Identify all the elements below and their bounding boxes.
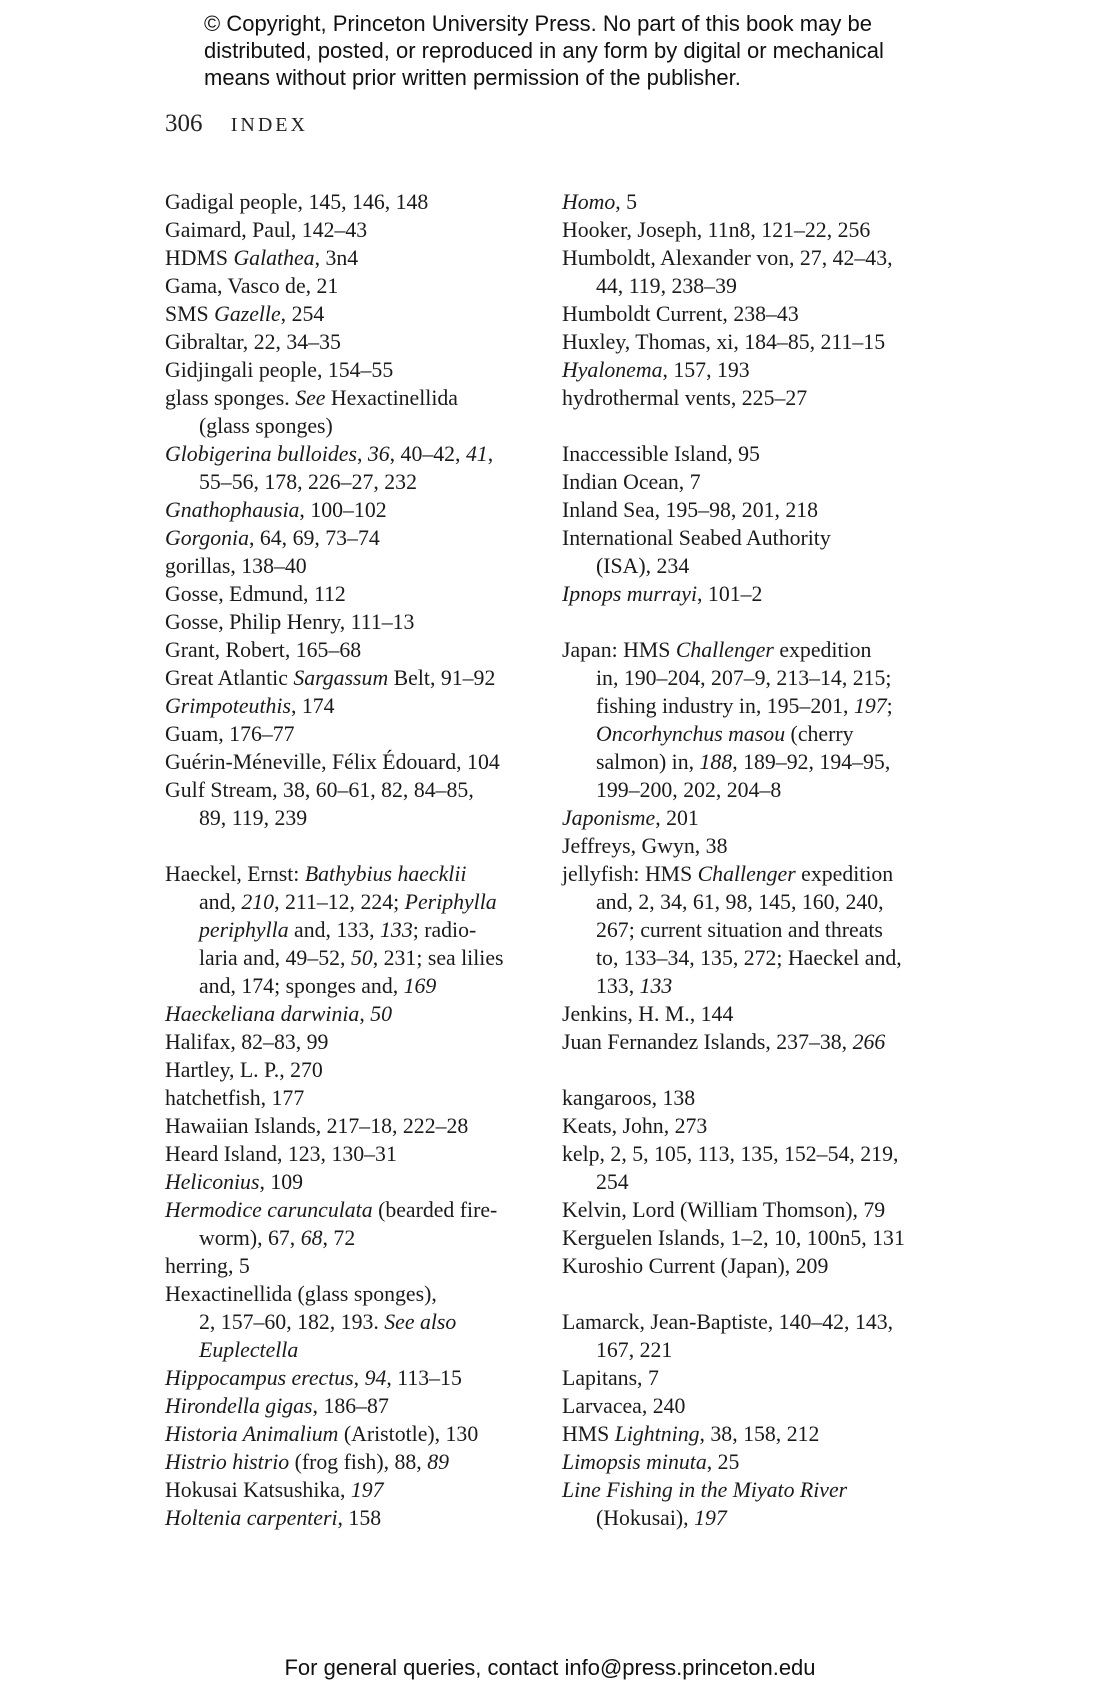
italic-text: 188 — [699, 750, 733, 774]
entry-text: Guérin-Méneville, Félix Édouard, 104 — [165, 750, 500, 774]
entry-text: Inland Sea, 195–98, 201, 218 — [562, 498, 819, 522]
entry-text: Hawaiian Islands, 217–18, 222–28 — [165, 1114, 469, 1138]
italic-text: Hyalonema — [562, 358, 663, 382]
italic-text: 169 — [403, 974, 437, 998]
index-entry — [165, 1000, 585, 1028]
index-entry-continuation — [562, 272, 962, 300]
index-entry — [165, 1420, 585, 1448]
index-entry — [562, 356, 962, 384]
index-entry-continuation — [165, 972, 585, 1000]
entry-text: , 40–42, — [389, 442, 466, 466]
entry-text: hatchetfish, 177 — [165, 1086, 305, 1110]
entry-text: Heard Island, 123, 130–31 — [165, 1142, 397, 1166]
entry-text: , — [359, 1002, 371, 1026]
entry-text: , — [487, 442, 494, 466]
italic-text: Bathybius haecklii — [304, 862, 467, 886]
italic-text: Sargassum — [293, 666, 389, 690]
entry-text: Halifax, 82–83, 99 — [165, 1030, 329, 1054]
entry-text: 167, 221 — [596, 1338, 673, 1362]
index-entry-continuation — [562, 748, 962, 776]
italic-text: periphylla — [199, 918, 289, 942]
index-entry-continuation — [562, 1336, 962, 1364]
index-entry-continuation — [562, 552, 962, 580]
index-entry — [165, 608, 585, 636]
index-gap — [562, 412, 962, 440]
italic-text: See also — [384, 1310, 457, 1334]
italic-text: Line Fishing in the Miyato River — [562, 1478, 848, 1502]
entry-text: , 211–12, 224; — [274, 890, 405, 914]
entry-text: 55–56, 178, 226–27, 232 — [199, 470, 417, 494]
index-entry — [165, 860, 585, 888]
index-entry — [165, 552, 585, 580]
index-entry — [562, 524, 962, 552]
entry-text: , 109 — [259, 1170, 304, 1194]
entry-text: Jenkins, H. M., 144 — [562, 1002, 734, 1026]
entry-text: , 64, 69, 73–74 — [248, 526, 380, 550]
entry-text: 2, 157–60, 182, 193. — [199, 1310, 385, 1334]
index-entry — [562, 804, 962, 832]
index-entry-continuation — [562, 1504, 962, 1532]
entry-text: Hexactinellida — [325, 386, 458, 410]
index-entry — [165, 692, 585, 720]
index-entry — [562, 300, 962, 328]
index-entry-continuation — [165, 804, 585, 832]
entry-text: Gibraltar, 22, 34–35 — [165, 330, 341, 354]
italic-text: 41 — [465, 442, 488, 466]
italic-text: Historia Animalium — [165, 1422, 339, 1446]
italic-text: Challenger — [675, 638, 774, 662]
index-entry — [562, 1308, 962, 1336]
entry-text: ; radio- — [412, 918, 477, 942]
index-gap — [562, 1056, 962, 1084]
entry-text: expedition — [795, 862, 894, 886]
entry-text: Indian Ocean, 7 — [562, 470, 701, 494]
entry-text: Humboldt, Alexander von, 27, 42–43, — [562, 246, 893, 270]
italic-text: Ipnops murrayi — [562, 582, 698, 606]
copyright-notice — [204, 10, 964, 91]
page-number: 306 — [165, 110, 203, 137]
index-entry — [165, 1168, 585, 1196]
entry-text: Larvacea, 240 — [562, 1394, 686, 1418]
italic-text: Limopsis minuta — [562, 1450, 707, 1474]
index-entry — [165, 1252, 585, 1280]
entry-text: (glass sponges) — [199, 414, 333, 438]
italic-text: Haeckeliana darwinia — [165, 1002, 360, 1026]
index-entry — [165, 440, 585, 468]
italic-text: Globigerina bulloides — [165, 442, 357, 466]
italic-text: 50 — [350, 946, 373, 970]
italic-text: Galathea — [233, 246, 315, 270]
index-entry-continuation — [562, 944, 962, 972]
entry-text: 89, 119, 239 — [199, 806, 308, 830]
italic-text: Euplectella — [199, 1338, 299, 1362]
entry-text: (Hokusai), — [596, 1506, 695, 1530]
italic-text: 68 — [300, 1226, 323, 1250]
index-entry — [562, 384, 962, 412]
index-entry — [165, 496, 585, 524]
index-entry — [562, 468, 962, 496]
entry-text: Jeffreys, Gwyn, 38 — [562, 834, 728, 858]
entry-text: salmon) in, — [596, 750, 700, 774]
index-column-right — [562, 188, 962, 1532]
index-column-left — [165, 188, 585, 1532]
index-entry — [562, 1476, 962, 1504]
index-entry — [562, 832, 962, 860]
entry-text: (ISA), 234 — [596, 554, 690, 578]
entry-text: , 72 — [322, 1226, 356, 1250]
index-entry — [562, 1140, 962, 1168]
entry-text: HDMS — [165, 246, 234, 270]
italic-text: Grimpoteuthis — [165, 694, 291, 718]
entry-text: , 157, 193 — [662, 358, 750, 382]
index-entry-continuation — [165, 412, 585, 440]
entry-text: Humboldt Current, 238–43 — [562, 302, 799, 326]
entry-text: and, 133, — [288, 918, 381, 942]
italic-text: 197 — [853, 694, 887, 718]
index-entry — [165, 300, 585, 328]
entry-text: , 201 — [655, 806, 699, 830]
index-entry — [165, 356, 585, 384]
index-entry — [165, 720, 585, 748]
index-entry-continuation — [165, 888, 585, 916]
entry-text: in, 190–204, 207–9, 213–14, 215; — [596, 666, 892, 690]
entry-text: Lapitans, 7 — [562, 1366, 659, 1390]
entry-text: Inaccessible Island, 95 — [562, 442, 760, 466]
index-entry-continuation — [562, 776, 962, 804]
index-entry — [165, 776, 585, 804]
index-entry — [562, 1000, 962, 1028]
index-entry — [165, 1448, 585, 1476]
entry-text: laria and, 49–52, — [199, 946, 351, 970]
entry-text: Japan: HMS — [562, 638, 676, 662]
index-entry — [562, 636, 962, 664]
entry-text: Gosse, Philip Henry, 111–13 — [165, 610, 415, 634]
entry-text: , 174 — [290, 694, 335, 718]
italic-text: 266 — [852, 1030, 886, 1054]
index-entry-continuation — [562, 692, 962, 720]
entry-text: , 186–87 — [312, 1394, 389, 1418]
entry-text: Kuroshio Current (Japan), 209 — [562, 1254, 829, 1278]
italic-text: Hirondella gigas — [165, 1394, 313, 1418]
index-entry — [562, 328, 962, 356]
index-entry-continuation — [165, 468, 585, 496]
entry-text: and, 174; sponges and, — [199, 974, 404, 998]
entry-text: Belt, 91–92 — [388, 666, 496, 690]
entry-text: (bearded fire- — [372, 1198, 498, 1222]
italic-text: 210 — [241, 890, 275, 914]
entry-text: ; — [886, 694, 893, 718]
entry-text: hydrothermal vents, 225–27 — [562, 386, 808, 410]
index-entry — [165, 1084, 585, 1112]
entry-text: 133, — [596, 974, 640, 998]
entry-text: Huxley, Thomas, xi, 184–85, 211–15 — [562, 330, 886, 354]
entry-text: worm), 67, — [199, 1226, 301, 1250]
italic-text: 89 — [427, 1450, 449, 1474]
copyright-line: means without prior written permission of the publisher. — [204, 65, 741, 90]
entry-text: Gosse, Edmund, 112 — [165, 582, 346, 606]
index-entry-continuation — [165, 944, 585, 972]
italic-text: 94 — [364, 1366, 387, 1390]
index-entry — [165, 1364, 585, 1392]
footer-contact: For general queries, contact info@press.princeton.edu — [284, 1655, 816, 1680]
index-entry — [562, 1364, 962, 1392]
index-entry — [165, 244, 585, 272]
entry-text: Haeckel, Ernst: — [165, 862, 305, 886]
entry-text: , 254 — [280, 302, 325, 326]
entry-text: Hooker, Joseph, 11n8, 121–22, 256 — [562, 218, 871, 242]
italic-text: Oncorhynchus masou — [596, 722, 786, 746]
entry-text: , 189–92, 194–95, — [732, 750, 891, 774]
index-entry — [165, 1028, 585, 1056]
index-entry — [562, 1420, 962, 1448]
italic-text: 50 — [370, 1002, 393, 1026]
entry-text: Kelvin, Lord (William Thomson), 79 — [562, 1198, 886, 1222]
italic-text: 197 — [694, 1506, 727, 1530]
index-gap — [562, 1280, 962, 1308]
entry-text: gorillas, 138–40 — [165, 554, 307, 578]
italic-text: 36 — [367, 442, 390, 466]
entry-text: 254 — [596, 1170, 629, 1194]
copyright-line: © Copyright, Princeton University Press. No part of this book may be — [204, 11, 872, 36]
running-head — [165, 110, 308, 138]
index-gap — [165, 832, 585, 860]
entry-text: herring, 5 — [165, 1254, 250, 1278]
entry-text: Hexactinellida (glass sponges), — [165, 1282, 437, 1306]
index-entry — [165, 1476, 585, 1504]
entry-text: Gidjingali people, 154–55 — [165, 358, 394, 382]
italic-text: Homo — [562, 190, 616, 214]
index-entry — [562, 1196, 962, 1224]
entry-text: to, 133–34, 135, 272; Haeckel and, — [596, 946, 902, 970]
index-entry — [562, 216, 962, 244]
index-entry — [165, 748, 585, 776]
entry-text: expedition — [773, 638, 872, 662]
entry-text: Keats, John, 273 — [562, 1114, 708, 1138]
entry-text: , 113–15 — [386, 1366, 462, 1390]
entry-text: Gadigal people, 145, 146, 148 — [165, 190, 429, 214]
entry-text: SMS — [165, 302, 215, 326]
italic-text: Challenger — [697, 862, 796, 886]
italic-text: Gnathophausia — [165, 498, 300, 522]
entry-text: , 3n4 — [314, 246, 359, 270]
index-entry — [165, 636, 585, 664]
index-entry-continuation — [562, 1168, 962, 1196]
index-gap — [562, 608, 962, 636]
entry-text: , — [353, 1366, 365, 1390]
index-entry — [165, 1280, 585, 1308]
index-entry — [165, 1196, 585, 1224]
index-entry — [165, 664, 585, 692]
italic-text: Histrio histrio — [165, 1450, 290, 1474]
index-entry — [562, 1028, 962, 1056]
entry-text: kangaroos, 138 — [562, 1086, 696, 1110]
italic-text: Lightning — [614, 1422, 700, 1446]
entry-text: Lamarck, Jean-Baptiste, 140–42, 143, — [562, 1310, 894, 1334]
italic-text: Heliconius — [165, 1170, 260, 1194]
italic-text: 133 — [639, 974, 673, 998]
italic-text: Japonisme — [562, 806, 656, 830]
index-entry-continuation — [165, 1336, 585, 1364]
entry-text: (frog fish), 88, — [289, 1450, 428, 1474]
index-entry-continuation — [562, 720, 962, 748]
entry-text: glass sponges. — [165, 386, 296, 410]
italic-text: See — [295, 386, 326, 410]
entry-text: jellyfish: HMS — [562, 862, 698, 886]
index-entry — [562, 1252, 962, 1280]
entry-text: Juan Fernandez Islands, 237–38, — [562, 1030, 853, 1054]
entry-text: (Aristotle), 130 — [338, 1422, 479, 1446]
entry-text: Guam, 176–77 — [165, 722, 295, 746]
entry-text: Gaimard, Paul, 142–43 — [165, 218, 368, 242]
copyright-line: distributed, posted, or reproduced in any form by digital or mechanical — [204, 38, 884, 63]
italic-text: Hippocampus erectus — [165, 1366, 354, 1390]
entry-text: , 158 — [337, 1506, 382, 1530]
entry-text: fishing industry in, 195–201, — [596, 694, 854, 718]
italic-text: 133 — [380, 918, 413, 942]
entry-text: kelp, 2, 5, 105, 113, 135, 152–54, 219, — [562, 1142, 899, 1166]
entry-text: Gama, Vasco de, 21 — [165, 274, 339, 298]
index-entry — [562, 496, 962, 524]
index-entry-continuation — [165, 1308, 585, 1336]
italic-text: Holtenia carpenteri — [165, 1506, 338, 1530]
index-entry-continuation — [562, 888, 962, 916]
entry-text: , 25 — [706, 1450, 740, 1474]
italic-text: 197 — [350, 1478, 384, 1502]
index-entry — [562, 1112, 962, 1140]
index-entry-continuation — [165, 916, 585, 944]
index-entry — [165, 188, 585, 216]
entry-text: , 231; sea lilies — [372, 946, 504, 970]
italic-text: Gazelle — [214, 302, 281, 326]
entry-text: Kerguelen Islands, 1–2, 10, 100n5, 131 — [562, 1226, 905, 1250]
entry-text: Great Atlantic — [165, 666, 294, 690]
entry-text: International Seabed Authority — [562, 526, 831, 550]
entry-text: , 5 — [615, 190, 638, 214]
entry-text: , 101–2 — [697, 582, 763, 606]
entry-text: Hokusai Katsushika, — [165, 1478, 351, 1502]
index-entry — [165, 1504, 585, 1532]
index-entry — [165, 1112, 585, 1140]
index-entry — [165, 1056, 585, 1084]
italic-text: Gorgonia — [165, 526, 249, 550]
index-entry-continuation — [562, 972, 962, 1000]
entry-text: and, — [199, 890, 242, 914]
entry-text: (cherry — [785, 722, 854, 746]
index-entry — [562, 188, 962, 216]
index-entry — [165, 1140, 585, 1168]
index-entry — [165, 580, 585, 608]
index-entry-continuation — [562, 916, 962, 944]
running-title: INDEX — [230, 114, 308, 136]
index-entry — [165, 272, 585, 300]
index-entry — [562, 580, 962, 608]
index-entry — [562, 440, 962, 468]
index-entry — [165, 384, 585, 412]
index-entry — [562, 244, 962, 272]
italic-text: Hermodice carunculata — [165, 1198, 373, 1222]
index-entry — [562, 1392, 962, 1420]
index-entry — [562, 1084, 962, 1112]
index-entry — [562, 1448, 962, 1476]
index-entry — [562, 860, 962, 888]
entry-text: and, 2, 34, 61, 98, 145, 160, 240, — [596, 890, 884, 914]
entry-text: Hartley, L. P., 270 — [165, 1058, 323, 1082]
index-entry — [165, 1392, 585, 1420]
index-entry — [165, 524, 585, 552]
italic-text: Periphylla — [404, 890, 497, 914]
entry-text: , 38, 158, 212 — [699, 1422, 820, 1446]
index-entry-continuation — [562, 664, 962, 692]
index-entry — [165, 328, 585, 356]
index-entry — [562, 1224, 962, 1252]
entry-text: , — [356, 442, 368, 466]
entry-text: 267; current situation and threats — [596, 918, 883, 942]
entry-text: HMS — [562, 1422, 615, 1446]
entry-text: Gulf Stream, 38, 60–61, 82, 84–85, — [165, 778, 474, 802]
entry-text: 44, 119, 238–39 — [596, 274, 737, 298]
index-entry — [165, 216, 585, 244]
entry-text: Grant, Robert, 165–68 — [165, 638, 362, 662]
index-entry-continuation — [165, 1224, 585, 1252]
entry-text: 199–200, 202, 204–8 — [596, 778, 782, 802]
entry-text: , 100–102 — [299, 498, 387, 522]
